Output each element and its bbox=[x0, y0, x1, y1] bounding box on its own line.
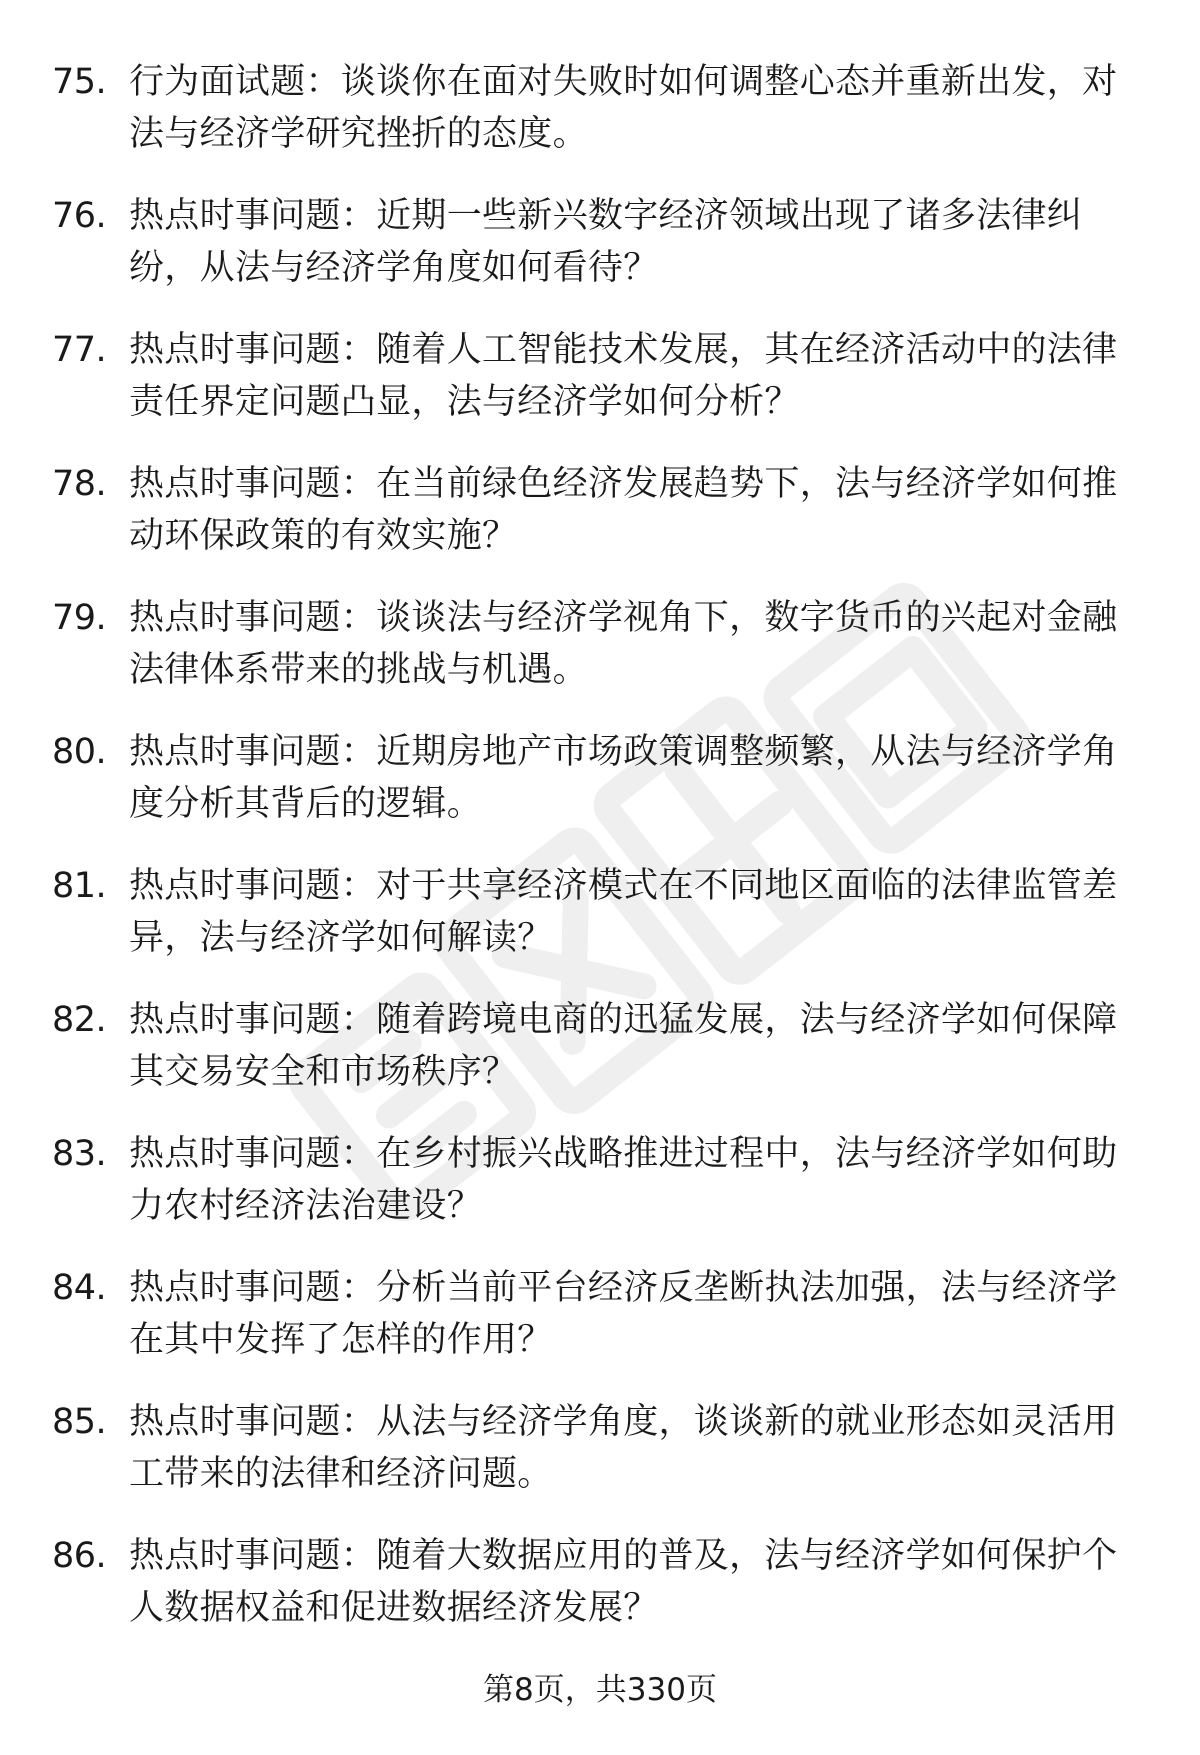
list-item bbox=[0, 860, 1200, 994]
question-text: 热点时事问题：谈谈法与经济学视角下，数字货币的兴起对金融 法律体系带来的挑战与机遇。 bbox=[129, 598, 1118, 690]
question-text: 热点时事问题：随着人工智能技术发展，其在经济活动中的法律 责任界定问题凸显，法与经济学如何分析？ bbox=[129, 330, 1118, 422]
question-text: 热点时事问题：近期房地产市场政策调整频繁，从法与经济学角 度分析其背后的逻辑。 bbox=[129, 732, 1118, 824]
question-text: 热点时事问题：对于共享经济模式在不同地区面临的法律监管差 异，法与经济学如何解读？ bbox=[129, 866, 1118, 958]
question-text: 行为面试题：谈谈你在面对失败时如何调整心态并重新出发，对 法与经济学研究挫折的态度。 bbox=[129, 62, 1118, 154]
question-number: 75. bbox=[52, 62, 107, 102]
question-number: 84. bbox=[52, 1268, 107, 1308]
question-number: 76. bbox=[52, 196, 107, 236]
list-item bbox=[0, 458, 1200, 592]
question-number: 83. bbox=[52, 1134, 107, 1174]
list-item bbox=[0, 324, 1200, 458]
question-text: 热点时事问题：分析当前平台经济反垄断执法加强，法与经济学 在其中发挥了怎样的作用？ bbox=[129, 1268, 1118, 1360]
question-text: 热点时事问题：在乡村振兴战略推进过程中，法与经济学如何助 力农村经济法治建设？ bbox=[129, 1134, 1118, 1226]
list-item bbox=[0, 994, 1200, 1128]
page-number-label: 第8页，共330页 bbox=[483, 1672, 717, 1708]
question-number: 82. bbox=[52, 1000, 107, 1040]
question-number: 86. bbox=[52, 1536, 107, 1576]
list-item bbox=[0, 1128, 1200, 1262]
question-number: 85. bbox=[52, 1402, 107, 1442]
list-item bbox=[0, 56, 1200, 190]
question-number: 80. bbox=[52, 732, 107, 772]
list-item bbox=[0, 592, 1200, 726]
question-text: 热点时事问题：近期一些新兴数字经济领域出现了诸多法律纠 纷，从法与经济学角度如何看待？ bbox=[129, 196, 1083, 288]
list-item bbox=[0, 190, 1200, 324]
list-item bbox=[0, 726, 1200, 860]
list-item bbox=[0, 1396, 1200, 1530]
question-list bbox=[0, 56, 1200, 1664]
question-number: 77. bbox=[52, 330, 107, 370]
question-text: 热点时事问题：在当前绿色经济发展趋势下，法与经济学如何推 动环保政策的有效实施？ bbox=[129, 464, 1118, 556]
list-item bbox=[0, 1530, 1200, 1664]
question-number: 78. bbox=[52, 464, 107, 504]
question-number: 79. bbox=[52, 598, 107, 638]
question-text: 热点时事问题：从法与经济学角度，谈谈新的就业形态如灵活用 工带来的法律和经济问题。 bbox=[129, 1402, 1118, 1494]
question-text: 热点时事问题：随着大数据应用的普及，法与经济学如何保护个 人数据权益和促进数据经济发展？ bbox=[129, 1536, 1118, 1628]
question-number: 81. bbox=[52, 866, 107, 906]
question-text: 热点时事问题：随着跨境电商的迅猛发展，法与经济学如何保障 其交易安全和市场秩序？ bbox=[129, 1000, 1118, 1092]
list-item bbox=[0, 1262, 1200, 1396]
page-footer bbox=[0, 1668, 1200, 1712]
